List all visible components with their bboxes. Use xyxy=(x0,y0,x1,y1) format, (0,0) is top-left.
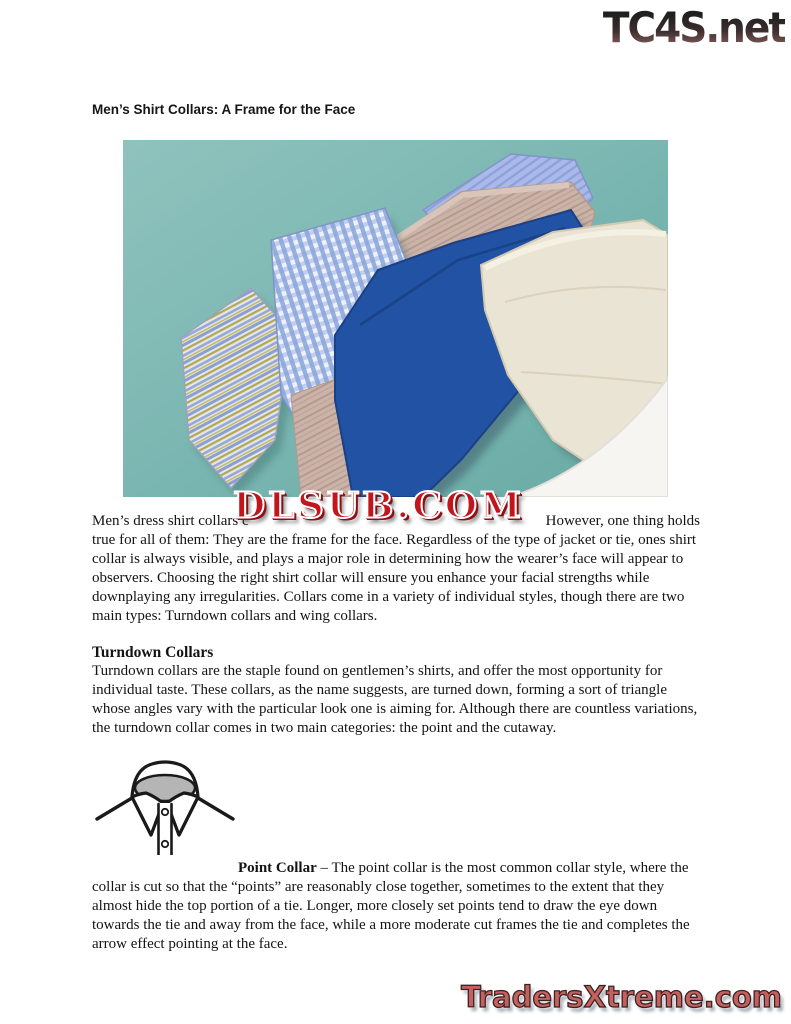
dlsub-watermark[interactable]: DLSUB.COM xyxy=(233,484,524,526)
point-collar-lead: Point Collar xyxy=(238,860,317,876)
point-collar-illustration xyxy=(94,751,236,855)
point-collar-paragraph xyxy=(92,859,702,954)
intro-paragraph xyxy=(92,512,700,626)
tc4s-logo[interactable]: TC4S.net xyxy=(602,4,785,53)
tradersxtreme-logo[interactable]: TradersXtreme.com xyxy=(461,980,782,1014)
intro-continuation: true for all of them: They are the frame for the face. Regardless of the type of jacket or tie, ones shirt collar is always visible, and plays a major role in determining how the wearer’s face will appear to observers. Choosing the right shirt collar will ensure you enhance your facial strengths while downplaying any irregularities. Collars come in a variety of individual styles, though there are two main types: Turndown collars and wing collars. xyxy=(92,532,697,624)
intro-line1-start: Men’s dress shirt collars c xyxy=(92,513,249,529)
point-collar-body: The point collar is the most common collar style, where the collar is cut so that the “points” are reasonably close together, sometimes to the extent that they almost hide the top portion of a tie. Longer, more closely set points tend to draw the eye down towards the tie and away from the face, while a more moderate cut frames the tie and completes the arrow effect pointing at the face. xyxy=(92,860,690,952)
point-collar-separator: – xyxy=(316,860,332,876)
turndown-paragraph: Turndown collars are the staple found on gentlemen’s shirts, and offer the most opportunity for individual taste. These collars, as the name suggests, are turned down, forming a sort of triangle whose angles vary with the particular look one is aiming for. Although there are countless variations, the turndown collar comes in two main categories: the point and the cutaway. xyxy=(92,663,698,736)
intro-line1-end: However, one thing holds xyxy=(545,513,700,529)
page-title: Men’s Shirt Collars: A Frame for the Face xyxy=(92,102,356,118)
shirt-collars-photo xyxy=(123,140,668,497)
turndown-section xyxy=(92,643,700,738)
turndown-heading: Turndown Collars xyxy=(92,644,214,661)
